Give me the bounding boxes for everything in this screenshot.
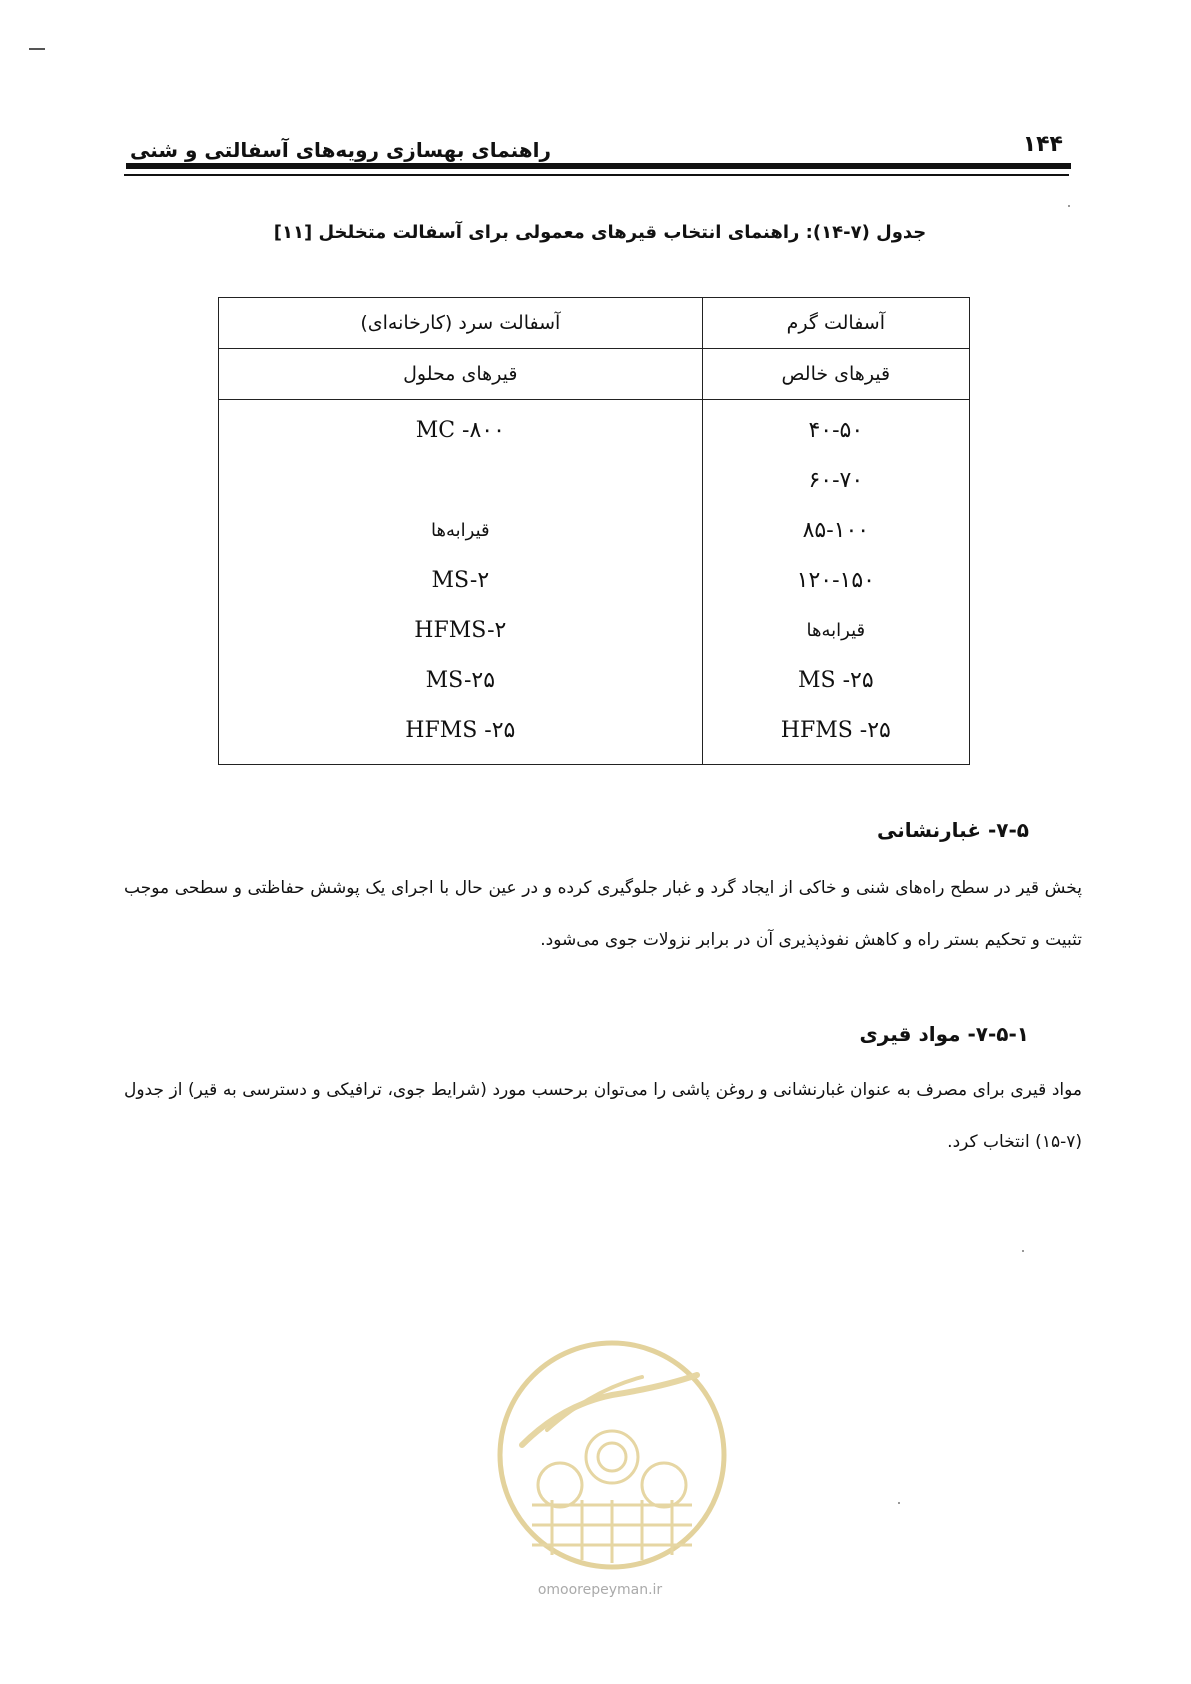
watermark-url: omoorepeyman.ir (537, 1582, 663, 1598)
table-cell: ۸۵-۱۰۰ (802, 518, 870, 543)
cold-asphalt-subheader: قیرهای محلول (219, 349, 703, 400)
scan-mark (29, 48, 45, 50)
table-caption: جدول (۷-۱۴): راهنمای انتخاب قیرهای معمولی برای آسفالت متخلخل [۱۱] (273, 222, 927, 243)
table-cell: MS -۲۵ (797, 668, 874, 693)
omoorepeyman-stamp-logo (492, 1335, 732, 1575)
table-cell: MC -۸۰۰ (415, 418, 505, 443)
header-rule-thin (124, 174, 1069, 176)
table-cell: MS-۲۵ (425, 668, 496, 693)
cold-asphalt-values (219, 400, 703, 765)
table-cell (219, 464, 702, 514)
section-paragraph-bitumen-materials: مواد قیری برای مصرف به عنوان غبارنشانی و روغن پاشی را می‌توان برحسب مورد (شرایط جوی، ترافیکی و دسترسی به قیر) از جدول (۷-۱۵) انتخاب کرد. (124, 1080, 1082, 1152)
table-cell: MS-۲ (431, 568, 490, 593)
table-cell: HFMS -۲۵ (405, 718, 516, 743)
table-cell: قیرابه‌ها (806, 620, 866, 641)
hot-asphalt-subheader: قیرهای خالص (702, 349, 969, 400)
table-cell: ۱۲۰-۱۵۰ (796, 568, 875, 593)
table-cell: ۴۰-۵۰ (808, 418, 864, 443)
table-cell: HFMS-۲ (414, 618, 507, 643)
section-heading-bitumen-materials: ۷-۵-۱- مواد قیری (859, 1022, 1029, 1046)
scan-speck (1022, 1250, 1024, 1252)
table-cell: ۶۰-۷۰ (808, 468, 864, 493)
running-head: راهنمای بهسازی رویه‌های آسفالتی و شنی (130, 138, 552, 162)
section-paragraph-dust-control: پخش قیر در سطح راه‌های شنی و خاکی از ایجاد گرد و غبار جلوگیری کرده و در عین حال با اجرای یک پوشش حفاظتی و سطحی موجب تثبیت و تحکیم بستر راه و کاهش نفوذپذیری آن در برابر نزولات جوی می‌شود. (124, 878, 1082, 950)
header-rule-thick (126, 163, 1071, 169)
scan-speck (898, 1502, 900, 1504)
bitumen-table (218, 297, 970, 765)
page-number: ۱۴۴ (1022, 132, 1063, 157)
hot-asphalt-values (702, 400, 969, 765)
scan-speck (1068, 205, 1070, 207)
table-cell: HFMS -۲۵ (780, 718, 891, 743)
table-cell: قیرابه‌ها (431, 520, 490, 541)
section-heading-dust-control: ۷-۵- غبارنشانی (877, 818, 1029, 842)
hot-asphalt-header: آسفالت گرم (702, 298, 969, 349)
cold-asphalt-header: آسفالت سرد (کارخانه‌ای) (219, 298, 703, 349)
